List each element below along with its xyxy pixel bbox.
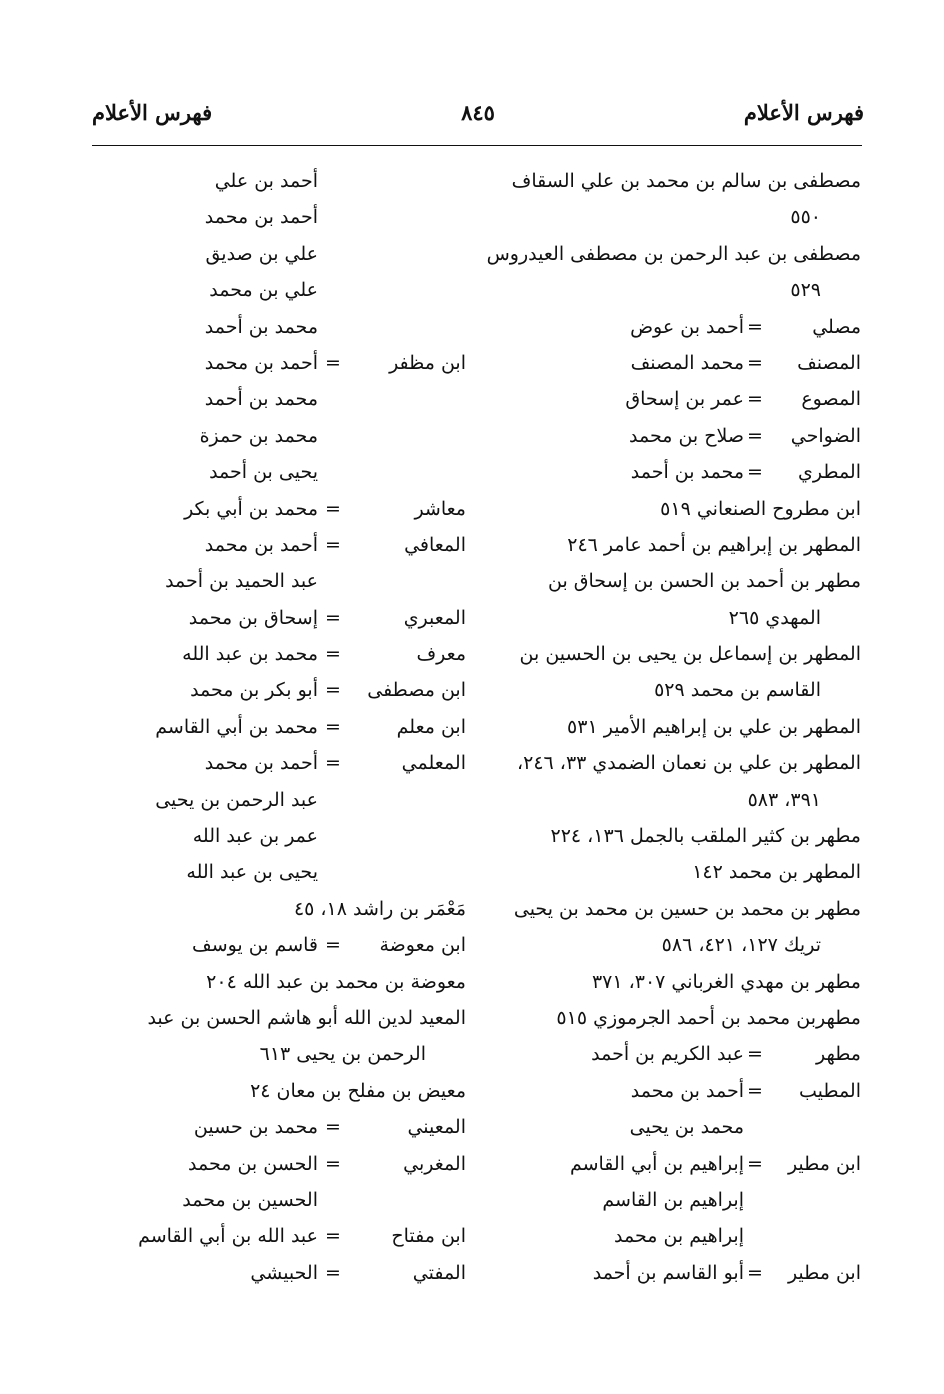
equals-sign: =	[747, 388, 763, 411]
header-rule	[92, 145, 862, 146]
cross-reference-entry	[86, 672, 466, 708]
cross-reference-entry	[86, 491, 466, 527]
cross-reference-entry	[486, 1073, 861, 1109]
entry-reference: عبد الله بن أبي القاسم	[138, 1225, 318, 1248]
entry-continuation: ٣٩١، ٥٨٣	[747, 788, 821, 811]
cross-reference-continuation: يحيى بن عبد الله	[186, 861, 318, 884]
cross-reference-continuation: يحيى بن أحمد	[209, 461, 318, 484]
entry-reference: إسحاق بن محمد	[188, 606, 318, 629]
index-entry: المطهر بن علي بن إبراهيم الأمير ٥٣١	[567, 715, 861, 738]
equals-sign: =	[747, 1152, 763, 1175]
index-entry: معيض بن مفلح بن معان ٢٤	[250, 1079, 466, 1102]
equals-sign: =	[747, 315, 763, 338]
entry-key: المصوع	[801, 388, 861, 411]
page-number: ٨٤٥	[461, 100, 495, 125]
entry-key: معاشر	[414, 497, 466, 520]
equals-sign: =	[325, 533, 341, 556]
equals-sign: =	[325, 351, 341, 374]
cross-reference-entry	[86, 636, 466, 672]
entry-reference: محمد بن أبي بكر	[184, 497, 318, 520]
entry-reference: محمد بن عبد الله	[182, 643, 318, 666]
index-entry: المطهر بن إبراهيم بن أحمد عامر ٢٤٦	[567, 533, 861, 556]
cross-reference-entry	[486, 1036, 861, 1072]
entry-reference: أحمد بن عوض	[630, 315, 744, 338]
equals-sign: =	[747, 424, 763, 447]
index-entry: مطهر بن كثير الملقب بالجمل ١٣٦، ٢٢٤	[550, 825, 861, 848]
entry-key: المصنف	[797, 351, 861, 374]
entry-continuation: تريك ١٢٧، ٤٢١، ٥٨٦	[661, 934, 821, 957]
equals-sign: =	[325, 715, 341, 738]
entry-continuation: القاسم بن محمد ٥٢٩	[654, 679, 821, 702]
entry-key: ابن مطير	[787, 1152, 861, 1175]
equals-sign: =	[325, 643, 341, 666]
entry-reference: أحمد بن محمد	[204, 533, 318, 556]
entry-continuation: ٥٥٠	[790, 206, 821, 229]
entry-reference: محمد بن أبي القاسم	[155, 715, 318, 738]
index-entry: مطهربن محمد بن أحمد الجرموزي ٥١٥	[556, 1006, 861, 1029]
cross-reference-entry	[86, 527, 466, 563]
entry-reference: عبد الكريم بن أحمد	[591, 1043, 744, 1066]
cross-reference-entry	[486, 454, 861, 490]
entry-reference: قاسم بن يوسف	[192, 934, 318, 957]
entry-key: المعلمي	[401, 752, 466, 775]
running-title-right: فهرس الأعلام	[743, 100, 864, 125]
cross-reference-continuation: محمد بن حمزة	[199, 424, 318, 447]
cross-reference-continuation: عبد الرحمن بن يحيى	[155, 788, 318, 811]
index-entry: المطهر بن محمد ١٤٢	[692, 861, 861, 884]
entry-key: ابن معلم	[396, 715, 466, 738]
entry-continuation: الرحمن بن يحيى ٦١٣	[259, 1043, 426, 1066]
index-entry: معوضة بن محمد بن عبد الله ٢٠٤	[206, 970, 466, 993]
cross-reference-continuation: إبراهيم بن القاسم	[602, 1188, 744, 1211]
index-entry: ابن مطروح الصنعاني ٥١٩	[660, 497, 861, 520]
entry-reference: الحبيشي	[250, 1261, 318, 1284]
index-entry: المطهر بن إسماعل بن يحيى بن الحسين بن	[519, 643, 861, 666]
cross-reference-continuation: عمر بن عبد الله	[192, 825, 318, 848]
index-column-left	[86, 163, 466, 1291]
cross-reference-entry	[86, 600, 466, 636]
index-entry: مطهر بن أحمد بن الحسن بن إسحاق بن	[547, 570, 861, 593]
index-entry: المطهر بن علي بن نعمان الضمدي ٣٣، ٢٤٦،	[517, 752, 861, 775]
equals-sign: =	[747, 1261, 763, 1284]
index-entry: مَعْمَر بن راشد ١٨، ٤٥	[293, 897, 466, 920]
equals-sign: =	[325, 606, 341, 629]
entry-reference: محمد بن حسين	[193, 1116, 318, 1139]
cross-reference-entry	[86, 1109, 466, 1145]
cross-reference-continuation: محمد بن يحيى	[629, 1116, 744, 1139]
equals-sign: =	[325, 752, 341, 775]
equals-sign: =	[325, 934, 341, 957]
entry-reference: أبو القاسم بن أحمد	[592, 1261, 744, 1284]
entry-key: معرف	[416, 643, 466, 666]
entry-key: المفتي	[412, 1261, 466, 1284]
entry-reference: إبراهيم بن أبي القاسم	[569, 1152, 744, 1175]
cross-reference-entry	[86, 745, 466, 781]
running-title-left: فهرس الأعلام	[92, 100, 213, 125]
cross-reference-continuation: محمد بن أحمد	[204, 388, 318, 411]
entry-reference: محمد بن أحمد	[630, 461, 744, 484]
entry-key: المعيني	[407, 1116, 466, 1139]
equals-sign: =	[325, 1116, 341, 1139]
entry-key: الضواحي	[790, 424, 861, 447]
entry-key: المطري	[798, 461, 861, 484]
cross-reference-entry	[86, 1255, 466, 1291]
entry-key: ابن مصطفى	[367, 679, 466, 702]
entry-key: ابن مطير	[787, 1261, 861, 1284]
cross-reference-entry	[86, 927, 466, 963]
cross-reference-continuation: محمد بن أحمد	[204, 315, 318, 338]
cross-reference-entry	[86, 345, 466, 381]
cross-reference-entry	[486, 418, 861, 454]
cross-reference-continuation: أحمد بن علي	[214, 170, 318, 192]
entry-reference: محمد المصنف	[630, 351, 744, 374]
index-entry: مطهر بن مهدي الغرباني ٣٠٧، ٣٧١	[591, 970, 861, 993]
cross-reference-continuation: الحسين بن محمد	[182, 1188, 318, 1211]
entry-continuation: المهدي ٢٦٥	[728, 606, 821, 629]
entry-key: المعبري	[403, 606, 466, 629]
cross-reference-entry	[486, 309, 861, 345]
equals-sign: =	[325, 679, 341, 702]
cross-reference-entry	[86, 1146, 466, 1182]
index-entry: مصطفى بن عبد الرحمن بن مصطفى العيدروس	[486, 242, 861, 265]
equals-sign: =	[325, 497, 341, 520]
cross-reference-continuation: علي بن محمد	[209, 279, 318, 302]
entry-reference: أحمد بن محمد	[630, 1079, 744, 1102]
equals-sign: =	[325, 1152, 341, 1175]
page-header	[92, 100, 864, 134]
equals-sign: =	[747, 1079, 763, 1102]
entry-key: ابن مظفر	[389, 351, 466, 374]
cross-reference-entry	[486, 1255, 861, 1291]
entry-reference: عمر بن إسحاق	[625, 388, 744, 411]
entry-reference: أحمد بن محمد	[204, 351, 318, 374]
equals-sign: =	[747, 351, 763, 374]
cross-reference-continuation: علي بن صديق	[205, 242, 318, 265]
entry-continuation: ٥٢٩	[790, 279, 821, 302]
index-column-right	[486, 163, 861, 1291]
entry-reference: أبو بكر بن محمد	[190, 679, 318, 702]
index-entry: مطهر بن محمد بن حسين بن محمد بن يحيى	[513, 897, 861, 920]
equals-sign: =	[325, 1261, 341, 1284]
cross-reference-entry	[86, 1218, 466, 1254]
cross-reference-entry	[486, 1146, 861, 1182]
entry-key: المطيب	[798, 1079, 861, 1102]
entry-key: مصلي	[812, 315, 861, 338]
equals-sign: =	[747, 461, 763, 484]
cross-reference-continuation: أحمد بن محمد	[204, 206, 318, 229]
entry-reference: الحسن بن محمد	[188, 1152, 318, 1175]
entry-key: مطهر	[815, 1043, 861, 1066]
entry-key: المغربي	[403, 1152, 466, 1175]
equals-sign: =	[325, 1225, 341, 1248]
entry-reference: صلاح بن محمد	[629, 424, 744, 447]
entry-reference: أحمد بن محمد	[204, 752, 318, 775]
index-entry: مصطفى بن سالم بن محمد بن علي السقاف	[511, 170, 861, 192]
entry-key: ابن مفتاح	[391, 1225, 466, 1248]
cross-reference-entry	[486, 381, 861, 417]
cross-reference-entry	[486, 345, 861, 381]
cross-reference-continuation: عبد الحميد بن أحمد	[165, 570, 318, 593]
cross-reference-entry	[86, 709, 466, 745]
entry-key: المعافي	[404, 533, 466, 556]
cross-reference-continuation: إبراهيم بن محمد	[614, 1225, 744, 1248]
equals-sign: =	[747, 1043, 763, 1066]
entry-key: ابن معوضة	[379, 934, 466, 957]
index-entry: المعيد لدين الله أبو هاشم الحسن بن عبد	[147, 1006, 466, 1029]
